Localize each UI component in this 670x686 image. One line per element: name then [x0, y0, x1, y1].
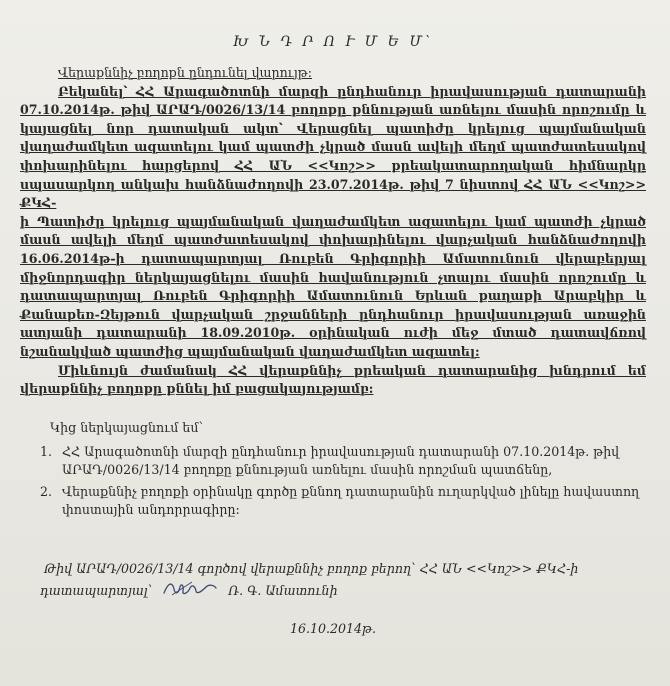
list-item: [20, 483, 646, 519]
body-line: կայացնել նոր դատական ակտ՝ Վերացնել պատիժը կրելուց պայմանական: [20, 120, 646, 136]
body-line: նշանակված պատժից պայմանական վաղաժամկետ ազատել:: [20, 343, 480, 359]
request-line: վերաքննիչ բողոքը քննել իմ բացակայությամբ:: [20, 381, 374, 397]
body-line: ատյանի դատարանի 18.09.2010թ. օրինական ուժի մեջ մտած դատավճռով: [20, 325, 646, 341]
attachments-list: [20, 443, 646, 519]
document-heading: Խ Ն Դ Ր Ո Ւ Մ Ե Մ՝: [232, 34, 434, 50]
list-item-text: ՀՀ Արագածոտնի մարզի ընդհանուր իրավասության դատարանի 07.10.2014թ. թիվ ԱՐԱԴ/0026/13/14 բողոքը քննության առնելու մասին որոշման պատճենը,: [62, 443, 620, 477]
document-date: 16.10.2014թ.: [289, 620, 377, 636]
handwritten-signature: [162, 579, 218, 599]
body-line: 07.10.2014թ. թիվ ԱՐԱԴ/0026/13/14 բողոքը քննության առնելու մասին որոշումը և: [20, 102, 646, 118]
request-line: Միևնույն ժամանակ ՀՀ վերաքննիչ քրեական դատարանից խնդրում եմ: [58, 362, 646, 378]
body-line: սպասարկող անկախ հանձնաժողովի 23.07.2014թ. թիվ 7 նիստով ՀՀ ԱՆ <<Կոշ>> ՔԿՀ-: [20, 176, 646, 211]
convict-line: [20, 579, 646, 601]
attachments-title: Կից ներկայացնում եմ՝: [50, 419, 204, 435]
body-line: ի Պատիժը կրելուց պայմանական վաղաժամկետ ազատելու կամ պատժի չկրած: [20, 213, 646, 229]
body-line: Քանաքեռ-Զեյթուն վարչական շրջանների ընդհանուր իրավասության առաջին: [20, 306, 646, 322]
signer-name: Ռ. Գ. Ամատունի: [228, 582, 338, 598]
body-line: մասն ավելի մեղմ պատժատեսակով փոխարինելու վարչական հանձնաժողովի: [20, 232, 646, 248]
body-line: փոխարինելու հարցերով ՀՀ ԱՆ <<Կոշ>> քրեակատարողական հիմնարկը: [20, 157, 646, 173]
body-line: 16.06.2014թ-ի դատապարտյալ Ռուբեն Գրիգորիի Ամատունուն վերաբերյալ: [20, 250, 646, 266]
appellant-line: Թիվ ԱՐԱԴ/0026/13/14 գործով վերաքննիչ բողոք բերող՝ ՀՀ ԱՆ <<Կոշ>> ՔԿՀ-ի: [44, 560, 579, 576]
list-item: [20, 443, 646, 479]
convict-label: դատապարտյալ՝: [40, 582, 153, 598]
list-item-number: 2.: [40, 483, 53, 499]
body-paragraph: [20, 64, 646, 399]
list-item-number: 1.: [40, 443, 53, 459]
intro-line: Վերաքննիչ բողոքն ընդունել վարույթ:: [58, 65, 312, 80]
body-line: միջնորդագիր ներկայացնելու մասին հավանություն չտալու մասին որոշումը և: [20, 269, 646, 285]
body-line: վաղաժամկետ ազատելու կամ պատժի չկրած մասն ավելի մեղմ պատժատեսակով: [20, 139, 646, 155]
body-line: Բեկանել՝ ՀՀ Արագածոտնի մարզի ընդհանուր իրավասության դատարանի: [58, 83, 646, 99]
list-item-text: Վերաքննիչ բողոքի օրինակը գործը քննող դատարանին ուղարկված լինելը հավաստող փոստային անդորրագիրը:: [62, 483, 640, 517]
signature-block: [20, 559, 646, 601]
body-line: դատապարտյալ Ռուբեն Գրիգորիի Ամատունուն Երևան քաղաքի Արաբկիր և: [20, 288, 646, 304]
